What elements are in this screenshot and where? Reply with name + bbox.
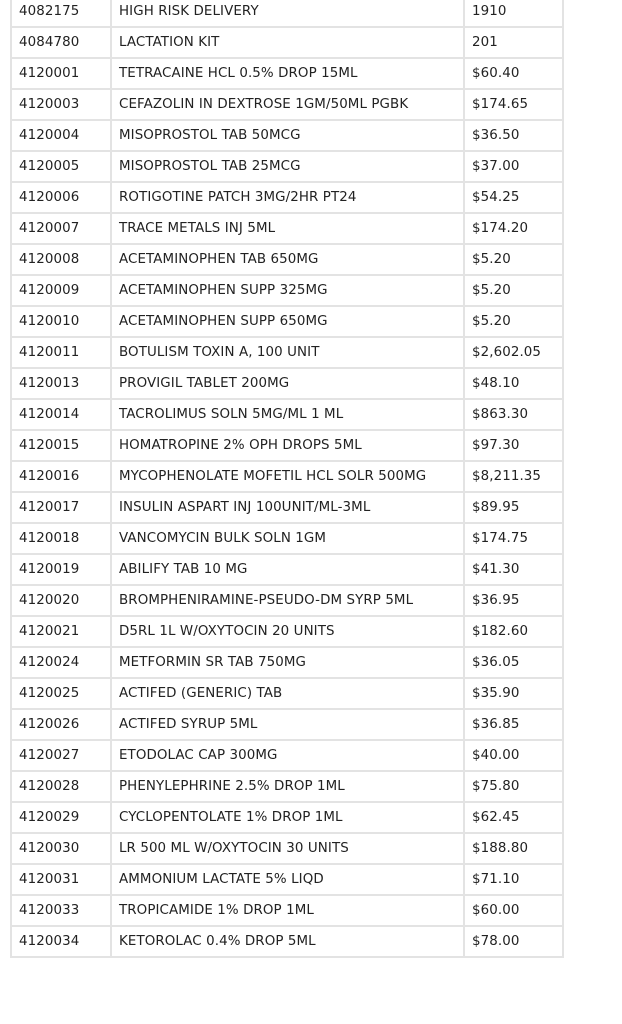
item-code-cell: 4120004 [11,120,111,151]
item-price-cell: $40.00 [464,740,563,771]
item-code-cell: 4082175 [11,0,111,27]
item-price-cell: $5.20 [464,275,563,306]
item-code-cell: 4120009 [11,275,111,306]
item-code-cell: 4120020 [11,585,111,616]
item-description-cell: ACETAMINOPHEN TAB 650MG [111,244,464,275]
item-code-cell: 4120026 [11,709,111,740]
item-description-cell: D5RL 1L W/OXYTOCIN 20 UNITS [111,616,464,647]
item-description-cell: MISOPROSTOL TAB 25MCG [111,151,464,182]
item-description-cell: MYCOPHENOLATE MOFETIL HCL SOLR 500MG [111,461,464,492]
item-description-cell: BOTULISM TOXIN A, 100 UNIT [111,337,464,368]
item-price-cell: 201 [464,27,563,58]
item-description-cell: TACROLIMUS SOLN 5MG/ML 1 ML [111,399,464,430]
item-description-cell: KETOROLAC 0.4% DROP 5ML [111,926,464,957]
item-price-cell: $75.80 [464,771,563,802]
item-code-cell: 4120021 [11,616,111,647]
item-code-cell: 4120029 [11,802,111,833]
item-description-cell: CYCLOPENTOLATE 1% DROP 1ML [111,802,464,833]
table-row [11,492,563,523]
item-code-cell: 4120027 [11,740,111,771]
item-price-cell: $71.10 [464,864,563,895]
item-description-cell: TETRACAINE HCL 0.5% DROP 15ML [111,58,464,89]
item-price-cell: $174.65 [464,89,563,120]
item-price-cell: $174.20 [464,213,563,244]
table-row [11,399,563,430]
item-description-cell: TRACE METALS INJ 5ML [111,213,464,244]
item-description-cell: ACETAMINOPHEN SUPP 650MG [111,306,464,337]
table-row [11,647,563,678]
item-code-cell: 4084780 [11,27,111,58]
item-code-cell: 4120008 [11,244,111,275]
table-row [11,740,563,771]
item-description-cell: MISOPROSTOL TAB 50MCG [111,120,464,151]
table-row [11,337,563,368]
table-row [11,182,563,213]
item-code-cell: 4120014 [11,399,111,430]
table-row [11,616,563,647]
item-code-cell: 4120007 [11,213,111,244]
item-price-cell: $2,602.05 [464,337,563,368]
item-code-cell: 4120005 [11,151,111,182]
table-row [11,151,563,182]
item-description-cell: ACETAMINOPHEN SUPP 325MG [111,275,464,306]
item-code-cell: 4120003 [11,89,111,120]
charge-table [10,0,564,958]
item-code-cell: 4120011 [11,337,111,368]
item-price-cell: $60.40 [464,58,563,89]
charge-table-body [11,0,563,957]
item-code-cell: 4120018 [11,523,111,554]
item-code-cell: 4120024 [11,647,111,678]
item-description-cell: ACTIFED SYRUP 5ML [111,709,464,740]
table-row [11,368,563,399]
item-description-cell: PROVIGIL TABLET 200MG [111,368,464,399]
item-price-cell: $5.20 [464,244,563,275]
item-code-cell: 4120028 [11,771,111,802]
item-price-cell: $36.50 [464,120,563,151]
table-row [11,771,563,802]
item-price-cell: $54.25 [464,182,563,213]
item-price-cell: $5.20 [464,306,563,337]
item-code-cell: 4120030 [11,833,111,864]
item-code-cell: 4120017 [11,492,111,523]
item-price-cell: 1910 [464,0,563,27]
item-code-cell: 4120001 [11,58,111,89]
item-price-cell: $36.85 [464,709,563,740]
table-row [11,523,563,554]
item-description-cell: TROPICAMIDE 1% DROP 1ML [111,895,464,926]
table-row [11,678,563,709]
item-description-cell: ACTIFED (GENERIC) TAB [111,678,464,709]
item-price-cell: $60.00 [464,895,563,926]
table-row [11,244,563,275]
item-price-cell: $182.60 [464,616,563,647]
item-price-cell: $48.10 [464,368,563,399]
item-price-cell: $62.45 [464,802,563,833]
table-row [11,275,563,306]
table-row [11,0,563,27]
item-description-cell: INSULIN ASPART INJ 100UNIT/ML-3ML [111,492,464,523]
table-row [11,120,563,151]
item-price-cell: $97.30 [464,430,563,461]
item-description-cell: CEFAZOLIN IN DEXTROSE 1GM/50ML PGBK [111,89,464,120]
table-row [11,306,563,337]
table-row [11,554,563,585]
item-code-cell: 4120033 [11,895,111,926]
item-description-cell: BROMPHENIRAMINE-PSEUDO-DM SYRP 5ML [111,585,464,616]
item-description-cell: AMMONIUM LACTATE 5% LIQD [111,864,464,895]
item-code-cell: 4120034 [11,926,111,957]
table-row [11,895,563,926]
item-code-cell: 4120031 [11,864,111,895]
table-row [11,27,563,58]
item-price-cell: $35.90 [464,678,563,709]
item-description-cell: PHENYLEPHRINE 2.5% DROP 1ML [111,771,464,802]
item-description-cell: VANCOMYCIN BULK SOLN 1GM [111,523,464,554]
item-price-cell: $78.00 [464,926,563,957]
table-row [11,58,563,89]
item-description-cell: HIGH RISK DELIVERY [111,0,464,27]
item-code-cell: 4120013 [11,368,111,399]
item-code-cell: 4120019 [11,554,111,585]
item-price-cell: $174.75 [464,523,563,554]
table-row [11,709,563,740]
item-description-cell: ETODOLAC CAP 300MG [111,740,464,771]
item-description-cell: METFORMIN SR TAB 750MG [111,647,464,678]
table-row [11,585,563,616]
item-description-cell: HOMATROPINE 2% OPH DROPS 5ML [111,430,464,461]
item-price-cell: $188.80 [464,833,563,864]
item-code-cell: 4120015 [11,430,111,461]
item-price-cell: $8,211.35 [464,461,563,492]
item-price-cell: $36.05 [464,647,563,678]
item-description-cell: LR 500 ML W/OXYTOCIN 30 UNITS [111,833,464,864]
item-description-cell: LACTATION KIT [111,27,464,58]
item-price-cell: $41.30 [464,554,563,585]
table-row [11,430,563,461]
charge-table-container [10,0,562,958]
item-price-cell: $36.95 [464,585,563,616]
item-description-cell: ABILIFY TAB 10 MG [111,554,464,585]
table-row [11,833,563,864]
table-row [11,461,563,492]
item-price-cell: $37.00 [464,151,563,182]
table-row [11,213,563,244]
item-code-cell: 4120025 [11,678,111,709]
item-code-cell: 4120016 [11,461,111,492]
item-description-cell: ROTIGOTINE PATCH 3MG/2HR PT24 [111,182,464,213]
item-price-cell: $89.95 [464,492,563,523]
table-row [11,89,563,120]
item-code-cell: 4120006 [11,182,111,213]
table-row [11,802,563,833]
table-row [11,864,563,895]
item-code-cell: 4120010 [11,306,111,337]
table-row [11,926,563,957]
item-price-cell: $863.30 [464,399,563,430]
